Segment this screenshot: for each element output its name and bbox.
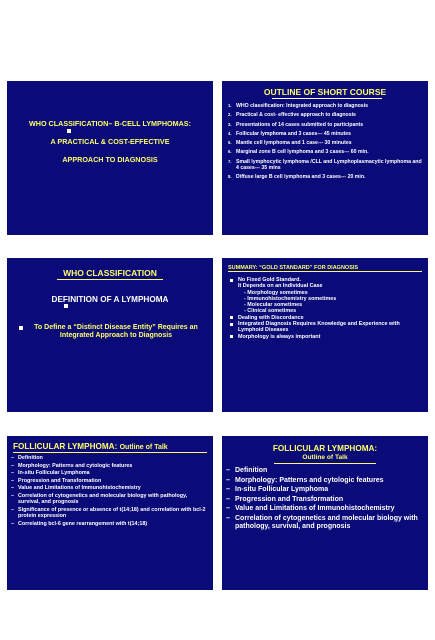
- list-item: – Morphology: Patterns and cytologic features: [11, 462, 133, 469]
- list-item: – Correlation of cytogenetics and molecular biology with pathology, survival, and prognosis: [11, 492, 188, 506]
- square-bullet-icon: [230, 323, 233, 326]
- slide3-title: WHO CLASSIFICATION: [63, 268, 157, 278]
- title-underline: [13, 452, 207, 453]
- list-item: - Molecular sometimes: [244, 302, 303, 309]
- list-item: 1. WHO classification: Integrated approach to diagnosis: [228, 103, 369, 109]
- slide-outline-short-course: [222, 81, 428, 235]
- slide5-title: FOLLICULAR LYMPHOMA: Outline of Talk: [13, 442, 168, 451]
- list-item: Integrated Diagnosis Requires Knowledge and Experience with Lymphoid Diseases: [230, 321, 424, 334]
- slide2-title: OUTLINE OF SHORT COURSE: [263, 87, 387, 97]
- title-underline: [228, 271, 422, 272]
- square-bullet-icon: [67, 129, 71, 133]
- slide-who-classification-definition: [7, 258, 213, 412]
- slide-follicular-lymphoma-outline-a: [7, 436, 213, 590]
- slide-summary-gold-standard: [222, 258, 428, 412]
- summary-list: [230, 277, 424, 340]
- list-item: It Depends on an Individual Case: [238, 283, 323, 290]
- list-item: 3. Presentations of 14 cases submitted to participants: [228, 121, 364, 128]
- square-bullet-icon: [230, 335, 233, 338]
- square-bullet-icon: [19, 326, 23, 330]
- list-item: – Value and Limitations of Immunohistochemistry: [226, 505, 395, 513]
- talk-outline-list: [226, 467, 424, 532]
- list-item: 8. Diffuse large B cell lymphoma and 3 cases--- 20 min.: [228, 174, 366, 181]
- list-item: – Value and Limitations of Immunohistochemistry: [11, 485, 141, 492]
- slide-follicular-lymphoma-outline-b: [222, 436, 428, 590]
- slide4-title: SUMMARY: “GOLD STANDARD” FOR DIAGNOSIS: [228, 265, 359, 271]
- square-bullet-icon: [230, 316, 233, 319]
- title-underline: [57, 279, 163, 280]
- list-item: 6. Marginal zone B cell lymphoma and 3 cases--- 60 min.: [228, 149, 369, 156]
- list-item: – In-situ Follicular Lymphoma: [226, 486, 329, 494]
- slide3-body: To Define a “Distinct Disease Entity” Requires an Integrated Approach to Diagnosis: [19, 324, 205, 340]
- list-item: Morphology is always important: [230, 334, 424, 340]
- square-bullet-icon: [230, 279, 233, 282]
- list-item: – Definition: [226, 467, 268, 474]
- slide1-subtitle-line-2: APPROACH TO DIAGNOSIS: [62, 155, 158, 164]
- talk-outline-list: [11, 455, 209, 528]
- slide-title-who-classification: [7, 81, 213, 235]
- list-item: - Morphology sometimes: [244, 289, 308, 296]
- square-bullet-icon: [64, 304, 68, 308]
- slide6-title: FOLLICULAR LYMPHOMA:: [272, 444, 378, 453]
- list-item: – Morphology: Patterns and cytologic features: [226, 476, 384, 484]
- list-item: – Correlating bcl-6 gene rearrangement with t(14;18): [11, 520, 148, 527]
- title-underline: [274, 463, 376, 464]
- list-item: - Immunohistochemistry sometimes: [244, 295, 337, 302]
- list-item: – Progression and Transformation: [226, 495, 344, 503]
- list-item: – In-situ Follicular Lymphoma: [11, 470, 90, 477]
- list-item: – Significance of presence or absence of t(14;18) and correlation with bcl-2 protein expression: [11, 506, 206, 519]
- list-item: – Definition: [11, 455, 43, 461]
- list-item: 7. Small lymphocytic lymphoma /CLL and Lymphoplasmacytic lymphoma and 4 cases--- 35 mins: [228, 158, 422, 172]
- slide6-subtitle: Outline of Talk: [302, 454, 348, 461]
- slide1-title-line: WHO CLASSIFICATION– B-CELL LYMPHOMAS:: [29, 119, 191, 128]
- list-item: 2. Practical & cost- effective approach to diagnosis: [228, 112, 356, 119]
- list-item: No Fixed Gold Standard.: [230, 277, 424, 283]
- title-underline: [272, 98, 382, 99]
- slide1-subtitle-line: A PRACTICAL & COST-EFFECTIVE: [50, 137, 170, 146]
- list-item: 5. Mantle cell lymphoma and 1 case--- 30 minutes: [228, 140, 352, 147]
- list-item: – Progression and Transformation: [11, 477, 102, 484]
- list-item: – Correlation of cytogenetics and molecular biology with pathology, survival, and prognosis: [226, 514, 418, 530]
- outline-list: [228, 103, 424, 184]
- list-item: - Clinical sometimes: [244, 308, 297, 315]
- list-item: Dealing with Discordance: [230, 315, 424, 321]
- slide3-subtitle: DEFINITION OF A LYMPHOMA: [51, 295, 169, 304]
- list-item: 4. Follicular lymphoma and 3 cases--- 45 minutes: [228, 130, 352, 137]
